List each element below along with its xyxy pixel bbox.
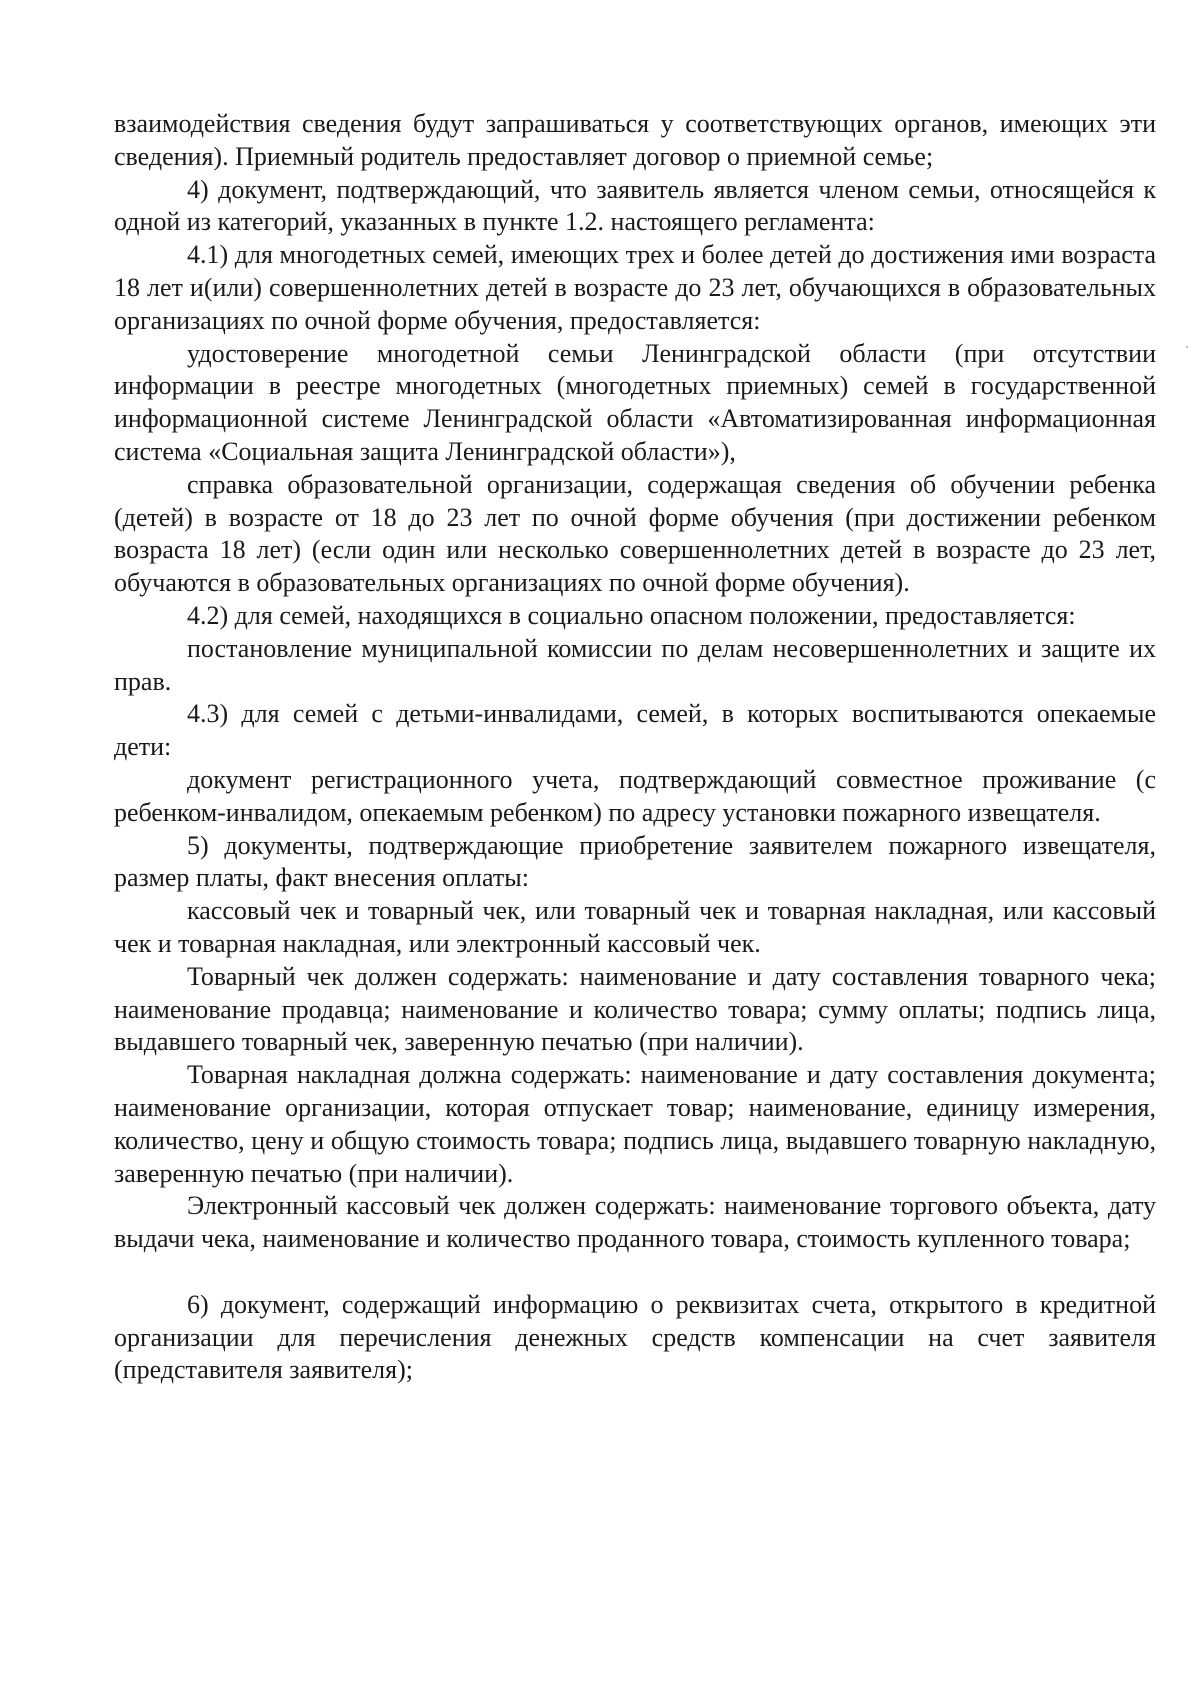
paragraph-invoice-requirements: Товарная накладная должна содержать: наименование и дату составления документа; наименование организации, которая отпускает товар; наименование, единицу измерения, количество, цену и общую стоимость товара; подпись лица, выдавшего товарную накладную, заверенную печатью (при наличии). xyxy=(114,1060,1156,1188)
paragraph-education-certificate: справка образовательной организации, содержащая сведения об обучении ребенка (детей) в возрасте от 18 до 23 лет по очной форме обучения (при достижении ребенком возраста 18 лет) (если один или несколько совершеннолетних детей в возрасте до 23 лет, обучаются в образовательных организациях по очной форме обучения). xyxy=(114,469,1156,598)
paragraph-item-6: 6) документ, содержащий информацию о реквизитах счета, открытого в кредитной организации для перечисления денежных средств компенсации на счет заявителя (представителя заявителя); xyxy=(114,1289,1156,1385)
paragraph-large-family-certificate: удостоверение многодетной семьи Ленинградской области (при отсутствии информации в реестре многодетных (многодетных приемных) семей в государственной информационной системе Ленинградской области «Автоматизированная информационная система «Социальная защита Ленинградской области»), xyxy=(114,338,1156,466)
paragraph-gap xyxy=(114,1256,1156,1289)
paragraph-registration-document: документ регистрационного учета, подтверждающий совместное проживание (с ребенком-инвалидом, опекаемым ребенком) по адресу установки пожарного извещателя. xyxy=(114,764,1156,827)
paragraph-item-4-3: 4.3) для семей с детьми-инвалидами, семей, в которых воспитываются опекаемые дети: xyxy=(114,699,1156,762)
paragraph-commission-resolution: постановление муниципальной комиссии по делам несовершеннолетних и защите их прав. xyxy=(114,633,1156,696)
paragraph-item-5: 5) документы, подтверждающие приобретение заявителем пожарного извещателя, размер платы, факт внесения оплаты: xyxy=(114,830,1156,893)
scan-speck xyxy=(1186,346,1188,348)
paragraph-sales-receipt-requirements: Товарный чек должен содержать: наименование и дату составления товарного чека; наименование продавца; наименование и количество товара; сумму оплаты; подпись лица, выдавшего товарный чек, заверенную печатью (при наличии). xyxy=(114,961,1156,1057)
document-body xyxy=(114,108,1156,1387)
paragraph-continuation: взаимодействия сведения будут запрашиваться у соответствующих органов, имеющих эти сведения). Приемный родитель предоставляет договор о приемной семье; xyxy=(114,109,1156,171)
paragraph-item-4-1: 4.1) для многодетных семей, имеющих трех и более детей до достижения ими возраста 18 лет и(или) совершеннолетних детей в возрасте до 23 лет, обучающихся в образовательных организациях по очной форме обучения, предоставляется: xyxy=(114,240,1156,335)
paragraph-receipts: кассовый чек и товарный чек, или товарный чек и товарная накладная, или кассовый чек и товарная накладная, или электронный кассовый чек. xyxy=(114,896,1156,958)
paragraph-item-4: 4) документ, подтверждающий, что заявитель является членом семьи, относящейся к одной из категорий, указанных в пункте 1.2. настоящего регламента: xyxy=(114,174,1156,237)
paragraph-item-4-2: 4.2) для семей, находящихся в социально опасном положении, предоставляется: xyxy=(187,600,1076,630)
paragraph-electronic-receipt-requirements: Электронный кассовый чек должен содержать: наименование торгового объекта, дату выдачи чека, наименование и количество проданного товара, стоимость купленного товара; xyxy=(114,1191,1156,1254)
